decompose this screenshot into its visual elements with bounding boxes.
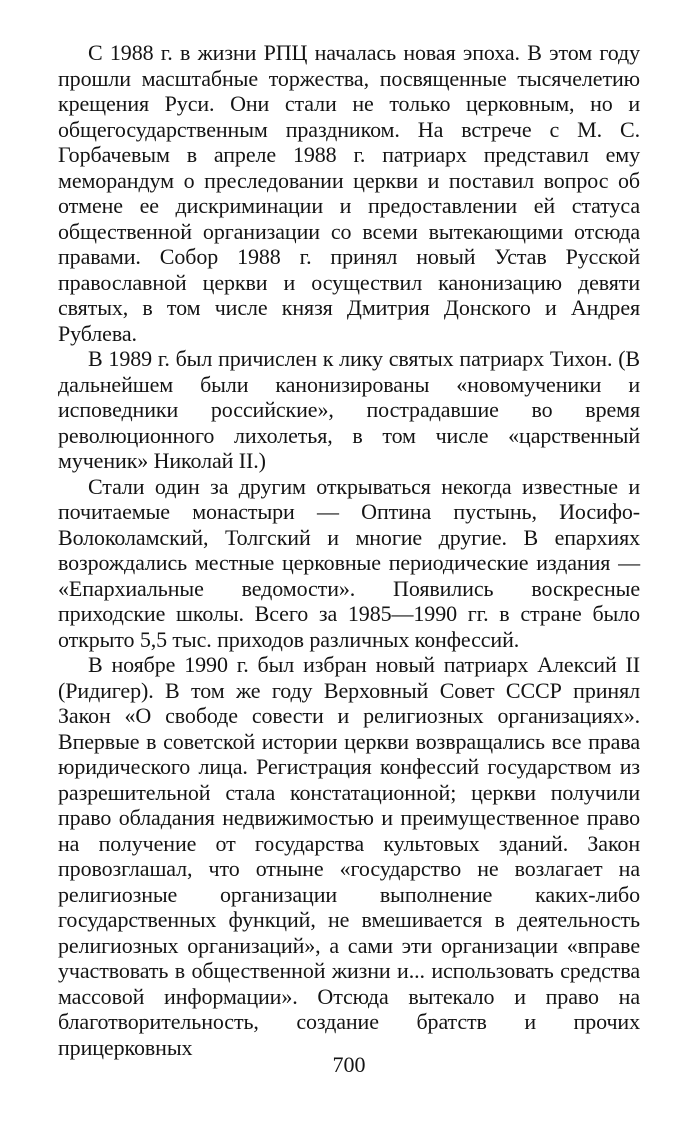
- paragraph-monasteries: Стали один за другим открываться некогда известные и почитаемые монастыри — Оптина пустынь, Иосифо-Волоколамский, Толгский и многие другие. В епархиях возрождались местные церковные периодические издания — «Епархиальные ведомости». Появились воскресные приходские школы. Всего за 1985—1990 гг. в стране было открыто 5,5 тыс. приходов различных конфессий.: [58, 473, 640, 652]
- book-page: [58, 40, 640, 1100]
- paragraph-tikhon-canonization: В 1989 г. был причислен к лику святых патриарх Тихон. (В дальнейшем были канонизированы «новомученики и исповедники российские», пострадавшие во время революционного лихолетья, в том числе «царственный мученик» Николай II.): [58, 346, 640, 473]
- paragraph-alexy-law: В ноябре 1990 г. был избран новый патриарх Алексий II (Ридигер). В том же году Верховный Совет СССР принял Закон «О свободе совести и религиозных организациях». Впервые в советской истории церкви возвращались все права юридического лица. Регистрация конфессий государством из разрешительной стала констатационной; церкви получили право обладания недвижимостью и преимущественное право на получение от государства культовых зданий. Закон провозглашал, что отныне «государство не возлагает на религиозные организации выполнение каких-либо государственных функций, не вмешивается в деятельность религиозных организаций», а сами эти организации «вправе участвовать в общественной жизни и... использовать средства массовой информации». Отсюда вытекало и право на благотворительность, создание братств и прочих прицерковных: [58, 652, 640, 1060]
- page-number: 700: [332, 1052, 366, 1077]
- paragraph-1988-era: С 1988 г. в жизни РПЦ началась новая эпоха. В этом году прошли масштабные торжества, посвященные тысячелетию крещения Руси. Они стали не только церковным, но и общегосударственным праздником. На встрече с М. С. Горбачевым в апреле 1988 г. патриарх представил ему меморандум о преследовании церкви и поставил вопрос об отмене ее дискриминации и предоставлении ей статуса общественной организации со всеми вытекающими отсюда правами. Собор 1988 г. принял новый Устав Русской православной церкви и осуществил канонизацию девяти святых, в том числе князя Дмитрия Донского и Андрея Рублева.: [58, 40, 640, 346]
